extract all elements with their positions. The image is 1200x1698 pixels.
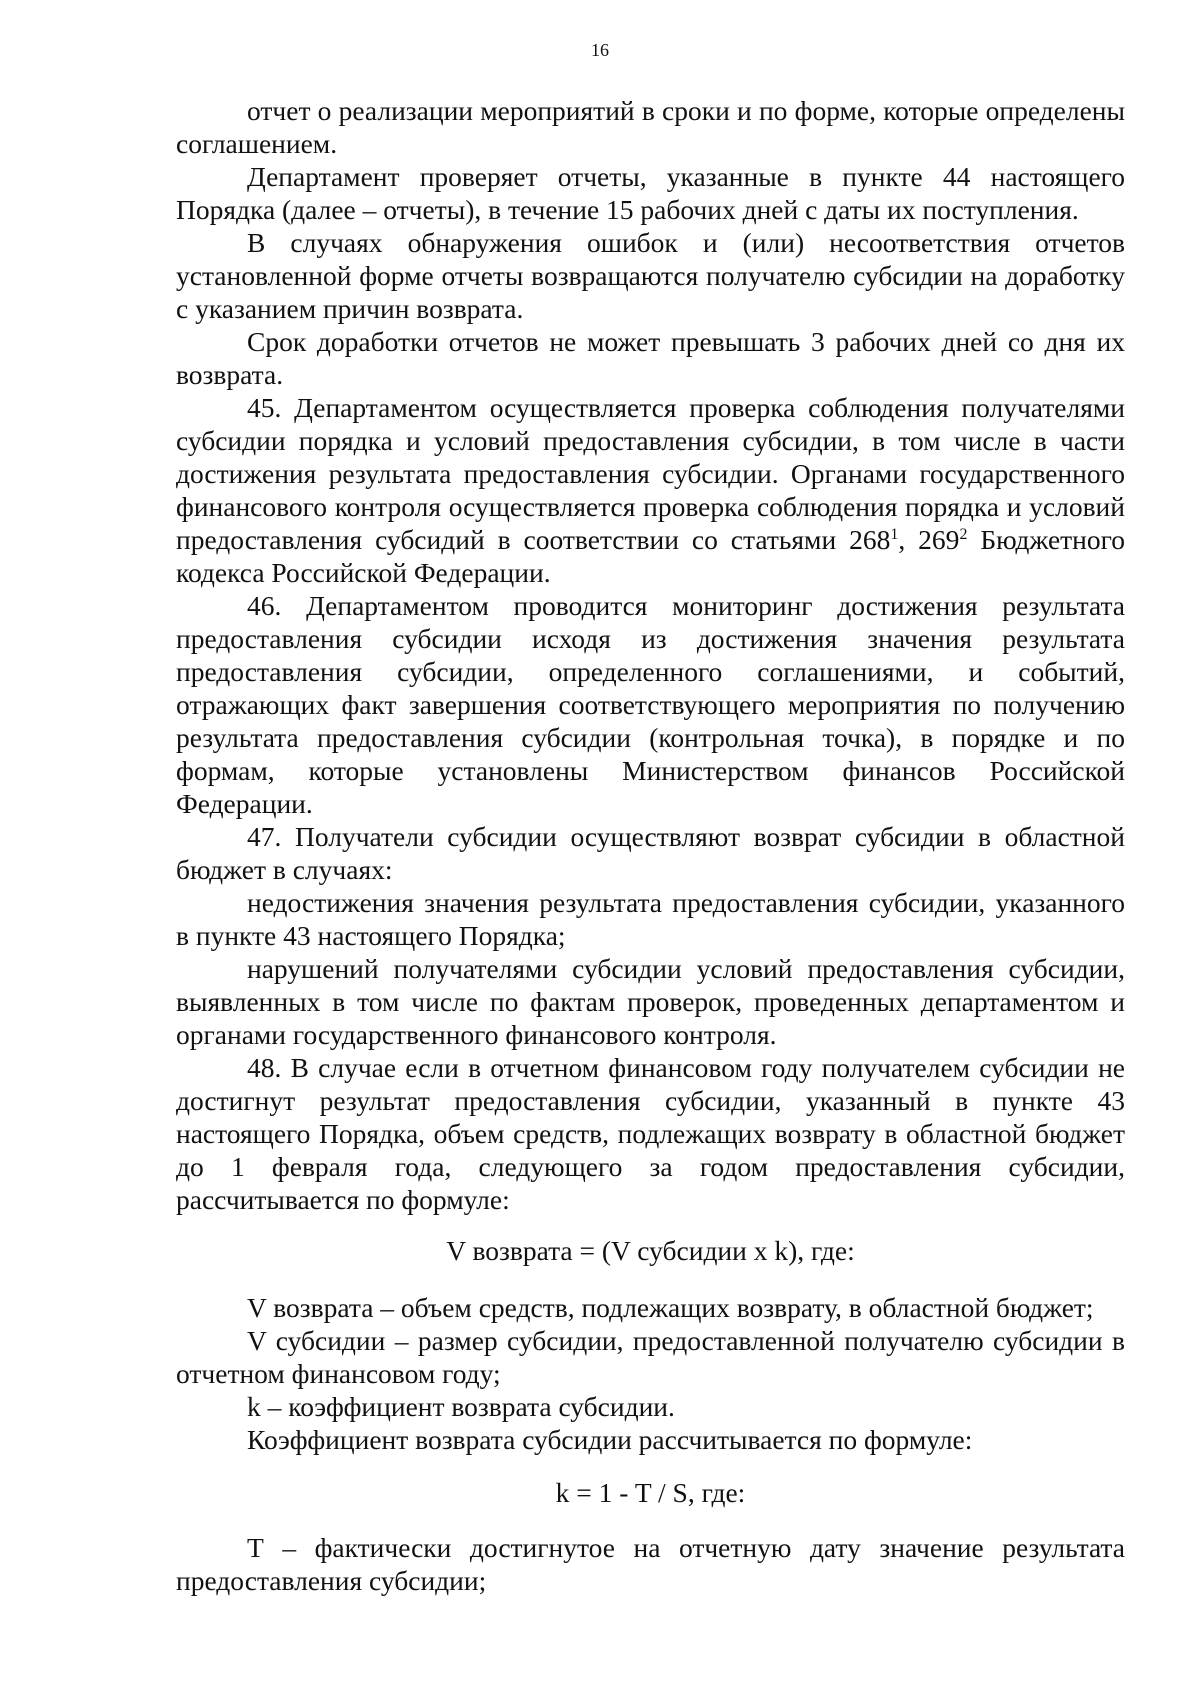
paragraph-coefficient-intro: Коэффициент возврата субсидии рассчитывается по формуле: <box>247 1424 973 1455</box>
paragraph-report-errors: В случаях обнаружения ошибок и (или) несоответствия отчетов установленной форме отчеты возвращаются получателю субсидии на доработку с указанием причин возврата. <box>176 227 1125 324</box>
paragraph-report-form: отчет о реализации мероприятий в сроки и по форме, которые определены соглашением. <box>176 95 1125 159</box>
definition-t: Т – фактически достигнутое на отчетную дату значение результата предоставления субсидии; <box>176 1532 1125 1596</box>
paragraph-report-check: Департамент проверяет отчеты, указанные в пункте 44 настоящего Порядка (далее – отчеты), в течение 15 рабочих дней с даты их поступления. <box>176 161 1125 225</box>
paragraph-47-case-2: нарушений получателями субсидии условий предоставления субсидии, выявленных в том числе по фактам проверок, проведенных департаментом и органами государственного финансового контроля. <box>176 953 1125 1050</box>
superscript-2: 2 <box>959 525 968 543</box>
superscript-1: 1 <box>890 525 899 543</box>
paragraph-48: 48. В случае если в отчетном финансовом году получателем субсидии не достигнут результат предоставления субсидии, указанный в пункте 43 настоящего Порядка, объем средств, подлежащих возврату в областной бюджет до 1 февраля года, следующего за годом предоставления субсидии, рассчитывается по формуле: <box>176 1052 1125 1215</box>
paragraph-45-tail: Бюджетного кодекса Российской Федерации. <box>176 524 1125 588</box>
page-number: 16 <box>591 40 609 60</box>
document-body <box>176 94 1125 1597</box>
definition-v-return: V возврата – объем средств, подлежащих возврату, в областной бюджет; <box>247 1292 1094 1323</box>
paragraph-47-case-1: недостижения значения результата предоставления субсидии, указанного в пункте 43 настоящего Порядка; <box>176 887 1125 951</box>
paragraph-47: 47. Получатели субсидии осуществляют возврат субсидии в областной бюджет в случаях: <box>176 821 1125 885</box>
paragraph-46: 46. Департаментом проводится мониторинг достижения результата предоставления субсидии исходя из достижения значения результата предоставления субсидии, определенного соглашениями, и событий, отражающих факт завершения соответствующего мероприятия по получению результата предоставления субсидии (контрольная точка), в порядке и по формам, которые установлены Министерством финансов Российской Федерации. <box>176 590 1125 819</box>
formula-return-volume: V возврата = (V субсидии x k), где: <box>446 1235 855 1266</box>
paragraph-45-mid: , 269 <box>898 524 960 555</box>
definition-k: k – коэффициент возврата субсидии. <box>247 1391 675 1422</box>
paragraph-45 <box>176 391 1125 589</box>
definition-v-subsidy: V субсидии – размер субсидии, предоставленной получателю субсидии в отчетном финансовом году; <box>176 1325 1125 1389</box>
formula-coefficient: k = 1 - T / S, где: <box>555 1477 746 1508</box>
paragraph-45-text: 45. Департаментом осуществляется проверка соблюдения получателями субсидии порядка и условий предоставления субсидии, в том числе в части достижения результата предоставления субсидии. Органами государственного финансового контроля осуществляется проверка соблюдения порядка и условий предоставления субсидий в соответствии со статьями 268 <box>176 392 1125 555</box>
paragraph-report-rework: Срок доработки отчетов не может превышать 3 рабочих дней со дня их возврата. <box>176 326 1125 390</box>
